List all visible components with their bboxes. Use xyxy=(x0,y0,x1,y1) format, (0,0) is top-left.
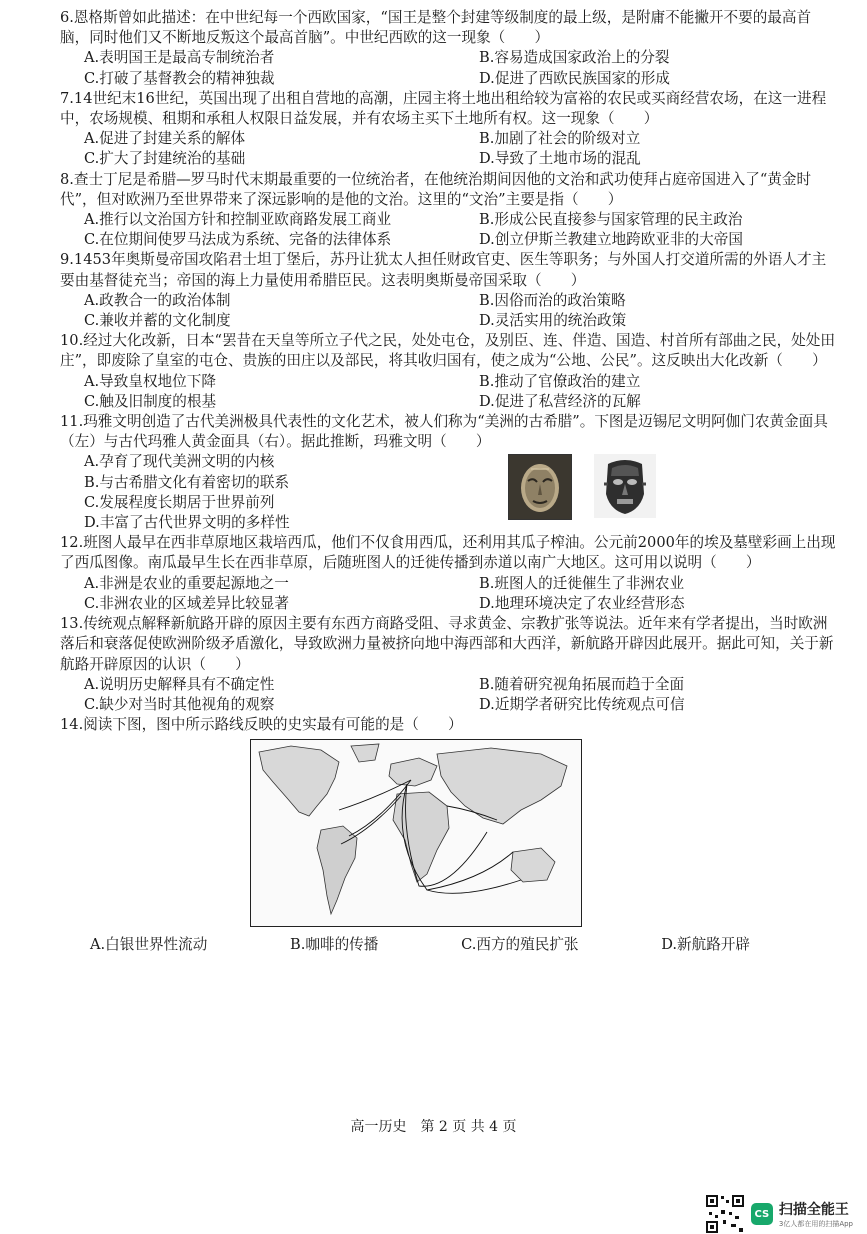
option-b: B.加剧了社会的阶级对立 xyxy=(479,130,641,148)
question-12 xyxy=(60,533,840,614)
question-7 xyxy=(60,89,840,170)
option-b: B.咖啡的传播 xyxy=(290,936,379,954)
option-c: C.在位期间使罗马法成为系统、完备的法律体系 xyxy=(84,231,392,249)
option-a: A.白银世界性流动 xyxy=(90,936,208,954)
option-list xyxy=(60,452,840,533)
question-8 xyxy=(60,170,840,251)
scanner-subtitle: 3亿人都在用的扫描App xyxy=(778,1220,853,1228)
option-c: C.兼收并蓄的文化制度 xyxy=(84,312,231,330)
question-stem: 11.玛雅文明创造了古代美洲极具代表性的文化艺术，被人们称为“美洲的古希腊”。下图是迈锡尼文明阿伽门农黄金面具（左）与古代玛雅人黄金面具（右）。据此推断，玛雅文明（ ） xyxy=(60,413,828,451)
question-stem: 8.查士丁尼是希腊—罗马时代末期最重要的一位统治者，在他统治期间因他的文治和武功使拜占庭帝国进入了“黄金时代”，但对欧洲乃至世界带来了深远影响的是他的文治。这里的“文治”主要是指（ ） xyxy=(60,170,812,208)
question-stem: 12.班图人最早在西非草原地区栽培西瓜，他们不仅食用西瓜，还利用其瓜子榨油。公元前2000年的埃及墓壁彩画上出现了西瓜图像。南瓜最早生长在西非草原，后随班图人的迁徙传播到赤道以南广大地区。这可用以说明（ ） xyxy=(60,534,836,572)
option-c: C.扩大了封建统治的基础 xyxy=(84,150,246,168)
page-footer: 高一历史 第 2 页 共 4 页 xyxy=(350,1119,517,1135)
option-list xyxy=(60,48,840,88)
world-route-map xyxy=(250,739,582,927)
scanner-title: 扫描全能王 xyxy=(778,1202,849,1218)
scanner-text xyxy=(779,1199,853,1229)
option-list xyxy=(60,291,840,331)
agamemnon-mask-image xyxy=(508,454,572,520)
option-d: D.创立伊斯兰教建立地跨欧亚非的大帝国 xyxy=(479,231,743,249)
option-list xyxy=(60,372,840,412)
option-list xyxy=(60,675,840,715)
option-d: D.灵活实用的统治政策 xyxy=(479,312,627,330)
option-list xyxy=(60,935,750,955)
option-c: C.西方的殖民扩张 xyxy=(461,936,579,954)
question-14 xyxy=(60,715,840,955)
option-a: A.政教合一的政治体制 xyxy=(84,291,231,309)
option-a: A.表明国王是最高专制统治者 xyxy=(84,49,275,67)
maya-mask-image xyxy=(594,454,656,518)
option-b: B.随着研究视角拓展而趋于全面 xyxy=(479,675,685,693)
question-stem: 6.恩格斯曾如此描述：在中世纪每一个西欧国家，“国王是整个封建等级制度的最上级，是附庸不能撇开不要的最高首脑，同时他们又不断地反叛这个最高首脑”。中世纪西欧的这一现象（ ） xyxy=(60,9,812,47)
option-d: D.导致了土地市场的混乱 xyxy=(479,150,641,168)
africa-shape xyxy=(393,792,449,882)
question-11-body xyxy=(60,452,840,533)
option-c: C.发展程度长期居于世界前列 xyxy=(84,493,275,511)
option-b: B.因俗而治的政治策略 xyxy=(479,291,626,309)
question-10 xyxy=(60,331,840,412)
option-a: A.促进了封建关系的解体 xyxy=(84,130,246,148)
qr-code-icon xyxy=(705,1194,745,1234)
greenland-shape xyxy=(351,744,379,762)
option-b: B.与古希腊文化有着密切的联系 xyxy=(84,473,290,491)
option-c: C.缺少对当时其他视角的观察 xyxy=(84,695,275,713)
question-11 xyxy=(60,412,840,533)
question-stem: 13.传统观点解释新航路开辟的原因主要有东西方商路受阻、寻求黄金、宗教扩张等说法。近年来有学者提出，当时欧洲落后和衰落促使欧洲阶级矛盾激化，导致欧洲力量被挤向地中海西部和大西洋，新航路开辟因此展开。据此可知，关于新航路开辟原因的认识（ ） xyxy=(60,615,834,673)
option-a: A.孕育了现代美洲文明的内核 xyxy=(84,453,275,471)
option-d: D.丰富了古代世界文明的多样性 xyxy=(84,514,290,532)
question-stem: 9.1453年奥斯曼帝国攻陷君士坦丁堡后，苏丹让犹太人担任财政官吏、医生等职务；与外国人打交道所需的外语人才主要由基督徒充当；帝国的海上力量使用希腊臣民。这表明奥斯曼帝国采取（ ） xyxy=(60,251,827,289)
option-list xyxy=(60,210,840,250)
question-9 xyxy=(60,250,840,331)
mask-images xyxy=(508,454,656,520)
option-a: A.导致皇权地位下降 xyxy=(84,372,216,390)
option-b: B.推动了官僚政治的建立 xyxy=(479,372,641,390)
option-a: A.说明历史解释具有不确定性 xyxy=(84,675,275,693)
europe-shape xyxy=(389,758,437,786)
option-d: D.新航路开辟 xyxy=(661,936,750,954)
asia-shape xyxy=(437,748,567,824)
option-d: D.近期学者研究比传统观点可信 xyxy=(479,695,685,713)
option-b: B.容易造成国家政治上的分裂 xyxy=(479,49,670,67)
option-d: D.促进了私营经济的瓦解 xyxy=(479,392,641,410)
option-a: A.非洲是农业的重要起源地之一 xyxy=(84,574,289,592)
australia-shape xyxy=(511,848,555,882)
option-c: C.非洲农业的区域差异比较显著 xyxy=(84,594,290,612)
question-stem: 10.经过大化改新，日本“罢昔在天皇等所立子代之民，处处屯仓，及别臣、连、伴造、国造、村首所有部曲之民，处处田庄”，即废除了皇室的屯仓、贵族的田庄以及部民，将其收归国有，使之成为“公地、公民”。这反映出大化改新（ ） xyxy=(60,332,835,370)
option-list xyxy=(60,574,840,614)
option-b: B.形成公民直接参与国家管理的民主政治 xyxy=(479,211,743,229)
question-6 xyxy=(60,8,840,89)
option-d: D.地理环境决定了农业经营形态 xyxy=(479,594,685,612)
option-list xyxy=(60,129,840,169)
question-stem: 14.阅读下图，图中所示路线反映的史实最有可能的是（ ） xyxy=(60,716,463,734)
option-b: B.班图人的迁徙催生了非洲农业 xyxy=(479,574,685,592)
north-america-shape xyxy=(259,746,339,816)
exam-page xyxy=(60,8,840,956)
camscanner-logo-icon: CS xyxy=(751,1203,773,1225)
option-a: A.推行以文治国方针和控制亚欧商路发展工商业 xyxy=(84,211,392,229)
scanner-watermark xyxy=(705,1194,853,1234)
question-stem: 7.14世纪末16世纪，英国出现了出租自营地的高潮，庄园主将土地出租给较为富裕的农民或买商经营农场，在这一进程中，农场规模、租期和承租人权限日益发展，并有农场主买下土地所有权。这一现象（ ） xyxy=(60,89,827,128)
question-13 xyxy=(60,614,840,715)
option-d: D.促进了西欧民族国家的形成 xyxy=(479,69,670,87)
option-c: C.打破了基督教会的精神独裁 xyxy=(84,69,275,87)
option-c: C.触及旧制度的根基 xyxy=(84,392,217,410)
